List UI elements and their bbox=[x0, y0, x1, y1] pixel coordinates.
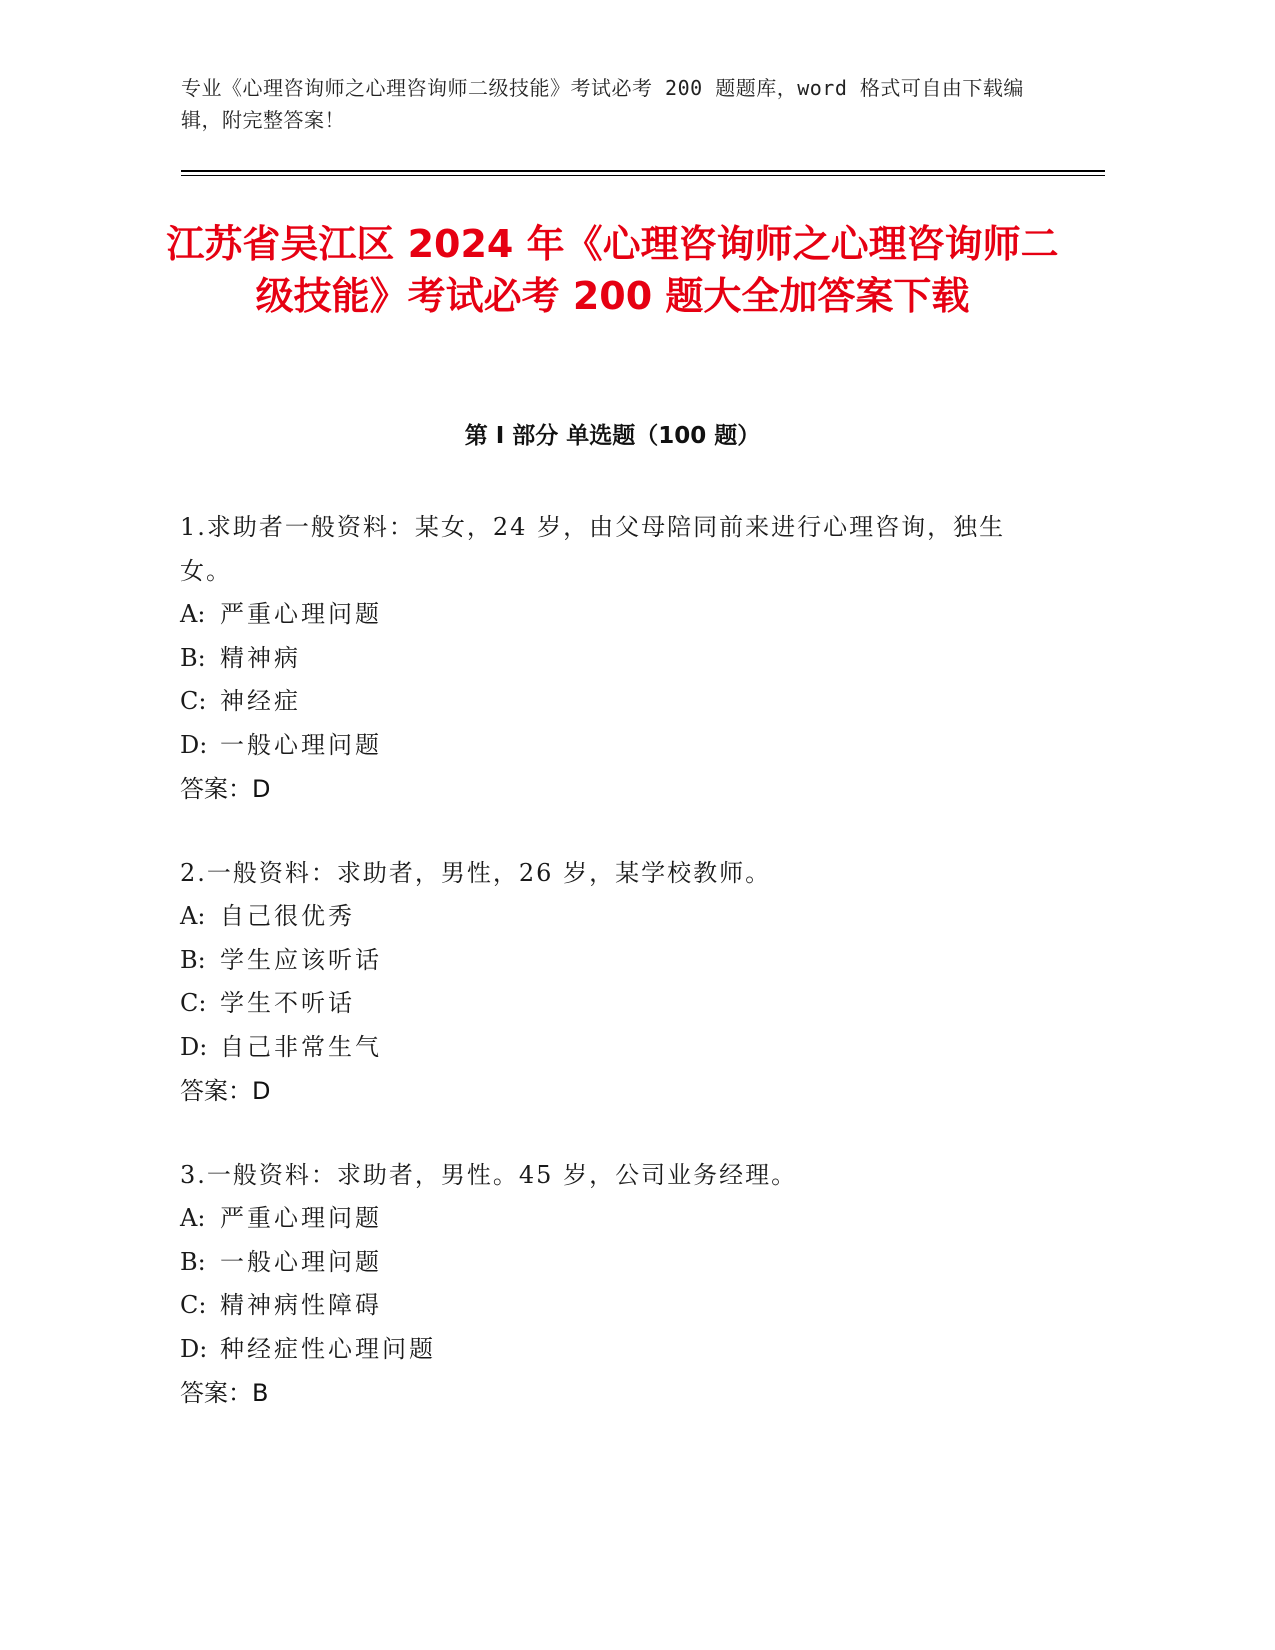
option-text: 精神病 bbox=[220, 643, 301, 672]
question-option bbox=[180, 895, 1040, 939]
question-option bbox=[180, 1284, 1040, 1328]
option-key: C: bbox=[180, 687, 207, 715]
option-key: D: bbox=[180, 730, 208, 759]
question-option bbox=[180, 939, 1040, 983]
question-item bbox=[180, 851, 1040, 1113]
question-option bbox=[180, 637, 1040, 681]
question-option bbox=[180, 680, 1040, 724]
option-text: 一般心理问题 bbox=[220, 730, 382, 759]
question-option bbox=[180, 1197, 1040, 1241]
option-text: 学生不听话 bbox=[220, 989, 355, 1017]
option-key: A: bbox=[180, 600, 206, 628]
question-option bbox=[180, 982, 1040, 1026]
option-text: 自己非常生气 bbox=[220, 1032, 382, 1061]
option-text: 一般心理问题 bbox=[220, 1247, 382, 1276]
question-item bbox=[180, 1153, 1040, 1415]
question-option bbox=[180, 1328, 1040, 1372]
section-title: 第 I 部分 单选题（100 题） bbox=[464, 423, 761, 449]
document-title: 江苏省吴江区 2024 年《心理咨询师之心理咨询师二级技能》考试必考 200 题大全加答案下载 bbox=[166, 222, 1059, 318]
question-option bbox=[180, 593, 1040, 637]
option-key: B: bbox=[180, 1247, 206, 1276]
question-item bbox=[180, 505, 1040, 811]
option-key: A: bbox=[180, 902, 206, 930]
header-note: 专业《心理咨询师之心理咨询师二级技能》考试必考 200 题题库，word 格式可自由下载编辑，附完整答案！ bbox=[181, 76, 1024, 132]
option-text: 学生应该听话 bbox=[220, 945, 382, 974]
option-key: B: bbox=[180, 945, 206, 974]
question-option bbox=[180, 724, 1040, 768]
question-answer: 答案：D bbox=[180, 1077, 271, 1105]
option-key: D: bbox=[180, 1032, 208, 1061]
option-key: B: bbox=[180, 643, 206, 672]
header-divider-thick bbox=[181, 170, 1105, 172]
option-text: 严重心理问题 bbox=[220, 600, 382, 628]
option-text: 自己很优秀 bbox=[220, 902, 355, 930]
question-answer: 答案：D bbox=[180, 775, 271, 803]
option-key: A: bbox=[180, 1204, 206, 1232]
option-key: C: bbox=[180, 989, 207, 1017]
question-list bbox=[180, 505, 1040, 1455]
question-option bbox=[180, 1026, 1040, 1070]
question-option bbox=[180, 1241, 1040, 1285]
option-text: 神经症 bbox=[220, 687, 301, 715]
question-stem: 3.一般资料：求助者，男性。45 岁，公司业务经理。 bbox=[180, 1161, 798, 1189]
option-text: 严重心理问题 bbox=[220, 1204, 382, 1232]
option-text: 种经症性心理问题 bbox=[220, 1334, 436, 1363]
question-answer: 答案：B bbox=[180, 1379, 269, 1407]
option-key: D: bbox=[180, 1334, 208, 1363]
header-divider-thin bbox=[181, 175, 1105, 176]
option-text: 精神病性障碍 bbox=[220, 1291, 382, 1319]
question-stem: 2.一般资料：求助者，男性，26 岁，某学校教师。 bbox=[180, 859, 772, 887]
option-key: C: bbox=[180, 1291, 207, 1319]
question-stem: 1.求助者一般资料：某女，24 岁，由父母陪同前来进行心理咨询，独生女。 bbox=[180, 513, 1006, 585]
